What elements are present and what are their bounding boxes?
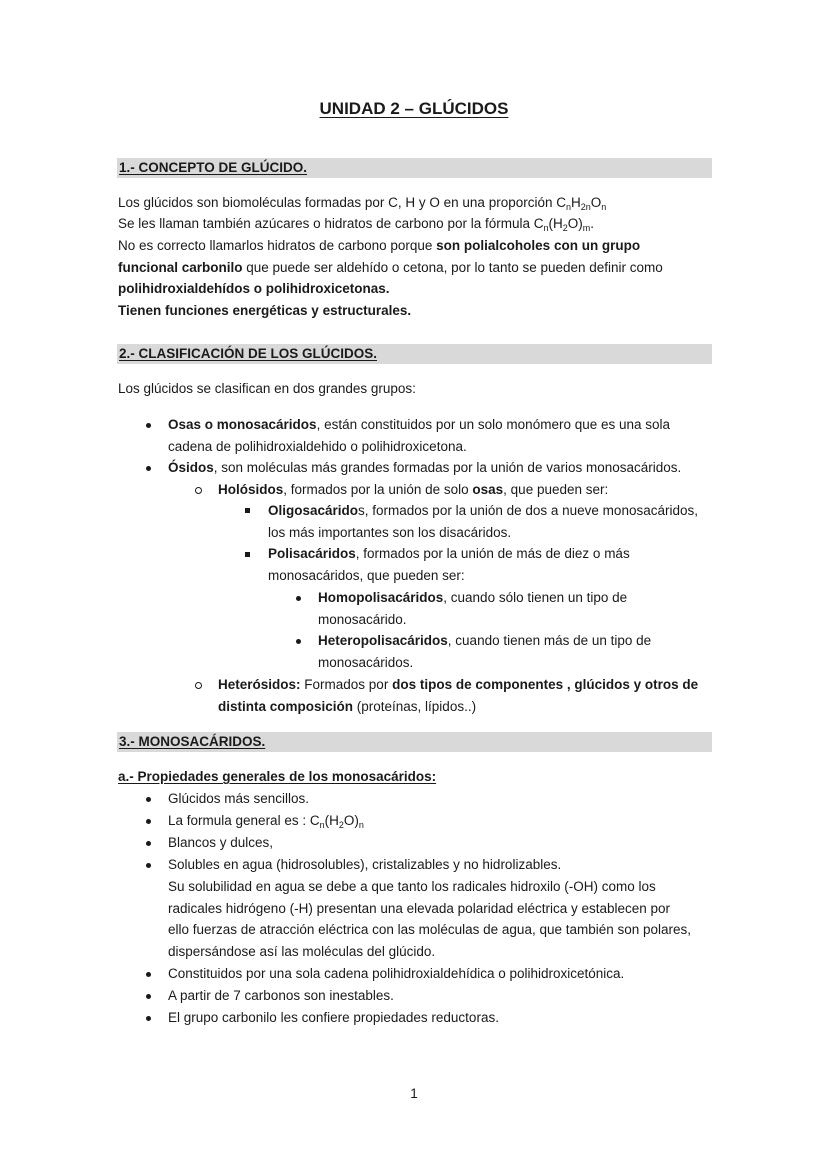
bullet-icon	[146, 819, 151, 824]
bullet-icon	[296, 596, 301, 601]
list-item-oligosacaridos: Oligosacáridos, formados por la unión de dos a nueve monosacáridos,	[268, 503, 698, 518]
list-item: Solubles en agua (hidrosolubles), cristalizables y no hidrolizables.	[168, 857, 562, 872]
list-item-cont: ello fuerzas de atracción eléctrica con las moléculas de agua, que también son polares,	[168, 922, 692, 937]
list-item: Blancos y dulces,	[168, 835, 274, 850]
list-item-homopolisacaridos-cont: monosacárido.	[318, 612, 407, 627]
list-item-polisacaridos: Polisacáridos, formados por la unión de más de diez o más	[268, 546, 630, 561]
list-item-cont: radicales hidrógeno (-H) presentan una elevada polaridad eléctrica y establecen por	[168, 901, 671, 916]
paragraph-line: No es correcto llamarlos hidratos de carbono porque son polialcoholes con un grupo	[118, 238, 641, 253]
section-heading-monosacaridos: 3.- MONOSACÁRIDOS.	[117, 732, 712, 752]
list-item-homopolisacaridos: Homopolisacáridos, cuando sólo tienen un tipo de	[318, 590, 628, 605]
paragraph-line: Tienen funciones energéticas y estructurales.	[118, 303, 412, 318]
list-item-oligosacaridos-cont: los más importantes son los disacáridos.	[268, 525, 512, 540]
list-item: Glúcidos más sencillos.	[168, 791, 310, 806]
bullet-icon	[146, 841, 151, 846]
list-item-cont: Su solubilidad en agua se debe a que tanto los radicales hidroxilo (-OH) como los	[168, 879, 656, 894]
list-item-holosidos: Holósidos, formados por la unión de solo osas, que pueden ser:	[218, 482, 609, 497]
square-bullet-icon	[245, 552, 250, 557]
list-item-osidos: Ósidos, son moléculas más grandes formadas por la unión de varios monosacáridos.	[168, 460, 682, 475]
circle-bullet-icon	[195, 487, 202, 494]
paragraph-line: Se les llaman también azúcares o hidratos de carbono por la fórmula $C_n(H_2O)_m$.	[118, 216, 595, 233]
page-number: 1	[410, 1086, 418, 1101]
bullet-icon	[146, 466, 151, 471]
document-title: UNIDAD 2 – GLÚCIDOS	[319, 99, 509, 118]
section-heading-concepto: 1.- CONCEPTO DE GLÚCIDO.	[117, 158, 712, 178]
list-item: Constituidos por una sola cadena polihidroxialdehídica o polihidroxicetónica.	[168, 966, 625, 981]
paragraph-line: funcional carbonilo que puede ser aldehído o cetona, por lo tanto se pueden definir como	[118, 260, 663, 275]
list-item-heterosidos: Heterósidos: Formados por dos tipos de componentes , glúcidos y otros de	[218, 677, 699, 692]
bullet-icon	[296, 639, 301, 644]
list-item-osas: Osas o monosacáridos, están constituidos por un solo monómero que es una sola	[168, 417, 671, 432]
list-item: La formula general es : $C_n(H_2O)_n$	[168, 813, 364, 830]
subheading-propiedades: a.- Propiedades generales de los monosacáridos:	[118, 769, 437, 784]
list-item: El grupo carbonilo les confiere propiedades reductoras.	[168, 1010, 499, 1025]
bullet-icon	[146, 1016, 151, 1021]
list-item-osas-cont: cadena de polihidroxialdehido o polihidroxicetona.	[168, 439, 467, 454]
bullet-icon	[146, 423, 151, 428]
bullet-icon	[146, 994, 151, 999]
circle-bullet-icon	[195, 682, 202, 689]
bullet-icon	[146, 863, 151, 868]
paragraph-line: Los glúcidos se clasifican en dos grandes grupos:	[118, 381, 416, 396]
square-bullet-icon	[245, 508, 250, 513]
list-item-heteropolisacaridos-cont: monosacáridos.	[318, 655, 414, 670]
bullet-icon	[146, 972, 151, 977]
list-item-polisacaridos-cont: monosacáridos, que pueden ser:	[268, 568, 465, 583]
bullet-icon	[146, 797, 151, 802]
list-item-cont: dispersándose así las moléculas del glúcido.	[168, 944, 436, 959]
list-item-heteropolisacaridos: Heteropolisacáridos, cuando tienen más de un tipo de	[318, 633, 652, 648]
list-item: A partir de 7 carbonos son inestables.	[168, 988, 394, 1003]
section-heading-clasificacion: 2.- CLASIFICACIÓN DE LOS GLÚCIDOS.	[117, 344, 712, 364]
paragraph-line: Los glúcidos son biomoléculas formadas por C, H y O en una proporción $C_nH_{2n}O_n$	[118, 195, 607, 212]
paragraph-line: polihidroxialdehídos o polihidroxicetonas.	[118, 281, 390, 296]
list-item-heterosidos-cont: distinta composición (proteínas, lípidos..)	[218, 699, 477, 714]
